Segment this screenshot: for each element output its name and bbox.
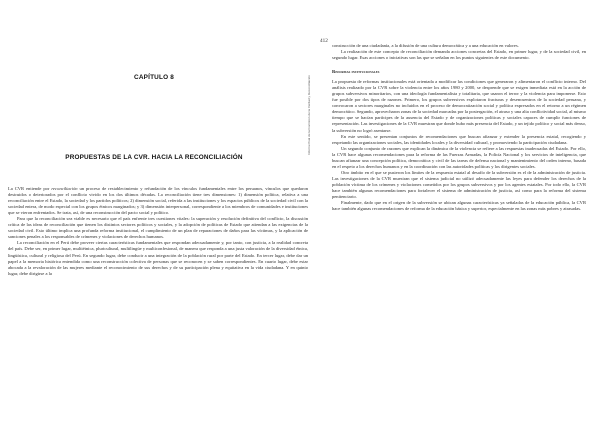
right-body-text (332, 43, 586, 212)
paragraph: La realización de este concepto de reconciliación demanda acciones concretas del Estado, en primer lugar, y de la sociedad civil, en segundo lugar. Esas acciones o iniciativas son las que se señalan en los puntos siguientes de este documento. (332, 49, 586, 61)
chapter-title: PROPUESTAS DE LA CVR. HACIA LA RECONCILIACIÓN (65, 154, 243, 161)
paragraph: Un segundo conjunto de razones que explican la dinámica de la violencia se refiere a las respuestas inadecuadas del Estado. Por ello, la CVR hace algunas recomendaciones para la reforma de las Fuerzas Armadas, la Policía Nacional y los servicios de inteligencia, que buscan afianzar una concepción política, democrática y civil de las tareas de defensa nacional y mantenimiento del orden interno, basada en el respeto a los derechos humanos y en la coordinación con las autoridades políticas y los dirigentes sociales. (332, 145, 586, 169)
paragraph: construcción de una ciudadanía, a la difusión de una cultura democrática y a una educación en valores. (332, 43, 519, 48)
running-head (307, 50, 313, 180)
paragraph: La propuesta de reformas institucionales está orientada a modificar las condiciones que generaron y alimentaron el conflicto interno. Del análisis realizado por la CVR sobre la violencia entre los años 1980 y 2000, se desprende que se exigen inmediata está en la acción de grupos subversivos minoritarios, con una ideología fundamentalista y totalitaria, que usaron el terror y la violencia para imponerse. Esto fue posible por dos tipos de razones. Primero, los grupos subversivos explotaron fracturas y desencuentros de la sociedad peruana, y convocaron a sectores marginales no incluidos en el proceso de democratización social y política expresados en el retorno a un régimen democrático. Segundo, aprovecharon zonas de la sociedad marcadas por la postergación, el atraso y una alta conflictividad social, al mismo tiempo que se hacían partícipes de la ausencia del Estado y de organizaciones políticas y sociales capaces de cumplir funciones de representación. Las investigaciones de la CVR muestran que donde hubo más presencia del Estado, y un tejido político y social más denso, la subversión no logró asentarse. (332, 79, 586, 133)
paragraph: Otro ámbito en el que se pusieron los límites de la respuesta estatal al desafío de la subversión es el de la administración de justicia. Las investigaciones de la CVR muestran que el sistema judicial no utilizó adecuadamente las leyes para defender los derechos de la población víctima de los crímenes y violaciones cometidos por los grupos subversivos y por los agentes estatales. Por todo ello, la CVR hace también algunas recomendaciones para fortalecer el sistema de administración de justicia, así como para la reforma del sistema penitenciario. (332, 169, 586, 200)
paragraph: Para que la reconciliación sea viable es necesario que el país enfrente tres cuestiones vitales: la superación y resolución definitiva del conflicto, la discusión crítica de las ideas de reconciliación que tienen los distintos sectores políticos y sociales, y la adopción de políticas de Estado que atiendan a las exigencias de la sociedad civil. Esto último implica una profunda reforma institucional, el cumplimiento de un plan de reparaciones de daños para las víctimas, y la aplicación de sanciones penales a los responsables de crímenes y violaciones de derechos humanos. (8, 216, 308, 240)
page-number: 412 (320, 38, 328, 44)
paragraph: En este sentido, se presentan conjuntos de recomendaciones que buscan afianzar y extender la presencia estatal, recogiendo y respetando las organizaciones sociales, las identidades locales y la diversidad cultural, y promoviendo la participación ciudadana. (332, 133, 586, 145)
right-page (320, 0, 600, 431)
paragraph-lead: La CVR entiende por (8, 186, 52, 191)
running-head-text: Informe final de la Comisión de la Verdad y Reconciliación (307, 75, 311, 155)
chapter-label: CAPÍTULO 8 (134, 74, 174, 81)
paragraph-rest: un proceso de restablecimiento y refundación de los vínculos fundamentales entre los peruanos, vínculos que quedaron destruidos o deteriorados por el conflicto vivido en los dos últimos décadas. La reconciliación tiene tres dimensiones: 1) dimensión política, relativa a una reconciliación entre el Estado, la sociedad y los partidos políticos; 2) dimensión social, referida a las instituciones y los espacios públicos de la sociedad civil con la sociedad entera, de modo especial con los grupos étnicos marginados; y 3) dimensión interpersonal, correspondiente a los miembros de comunidades e instituciones que se vieron enfrentados. Se trata, así, de una reconstrucción del pacto social y político. (8, 186, 309, 216)
left-body-text (8, 186, 308, 277)
section-heading: Reformas institucionales (332, 69, 380, 75)
paragraph: Finalmente, dado que en el origen de la subversión se ubican algunas características ya señaladas de la educación pública, la CVR hace también algunas recomendaciones de reforma de la educación básica y superior, especialmente en las zonas más pobres y atrasadas. (332, 200, 586, 212)
emphasized-term: reconciliación (51, 186, 78, 191)
paragraph (8, 186, 308, 216)
paragraph: La reconciliación en el Perú debe proveer ciertas características fundamentales que respondan adecuadamente y, por tanto, con justicia, a la realidad concreta del país. Debe ser, en primer lugar, multiétnica, pluricultural, multilingüe y multiconfesional, de manera que responda a una justa valoración de la diversidad étnica, lingüística, cultural y religiosa del Perú. En segundo lugar, debe conducir a una integración de la población rural por parte del Estado. En tercer lugar, debe dar un papel a la memoria histórica entendida como una reconstrucción colectiva de personas que se reconocen y se saben correspondientes. En cuarto lugar, debe estar abocada a la revaloración de las mujeres mediante el reconocimiento de sus derechos y de su participación plena y equitativa en la vida ciudadana. Y en quinto lugar, debe dirigirse a la (8, 240, 308, 276)
